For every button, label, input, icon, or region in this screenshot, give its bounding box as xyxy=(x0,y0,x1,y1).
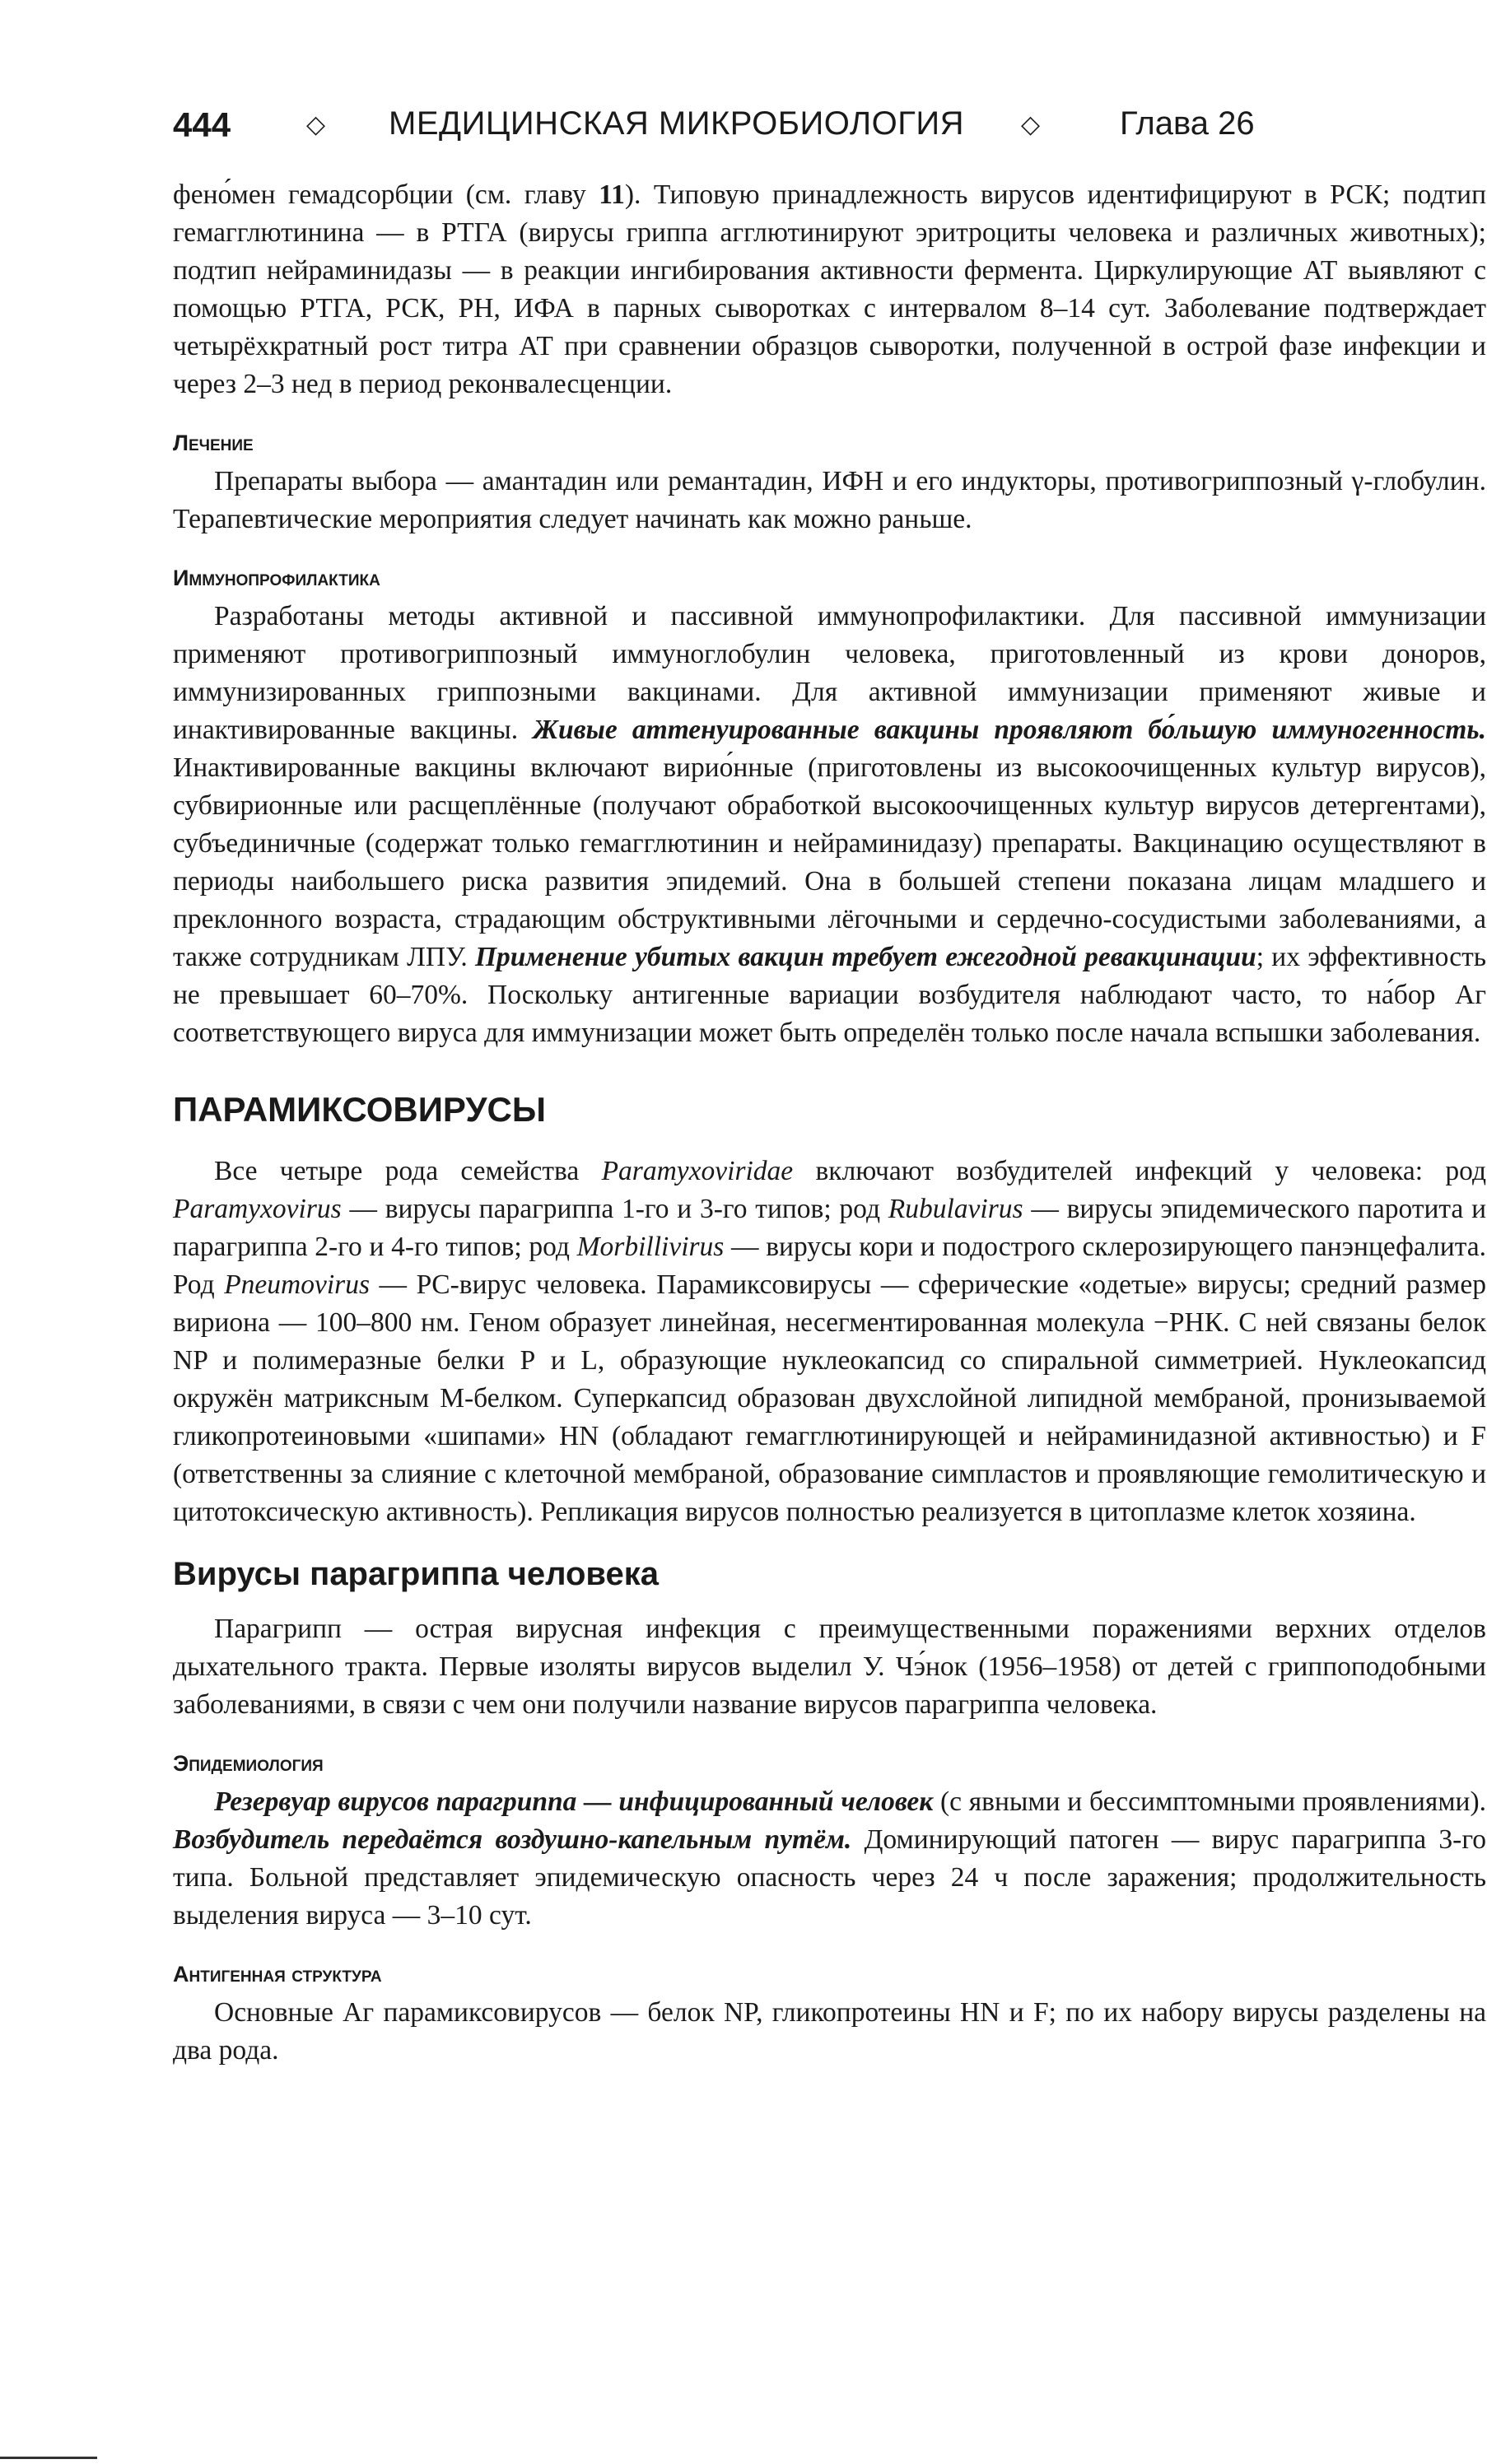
subsection-title-parainfluenza: Вирусы парагриппа человека xyxy=(173,1556,659,1592)
paragraph-treatment: Препараты выбора — амантадин или ремантадин, ИФН и его индукторы, противогриппозный γ-глобулин. Терапевтические мероприятия следует начинать как можно раньше. xyxy=(173,466,1486,534)
heading-immunoprophylaxis: Иммунопрофилактика xyxy=(173,566,380,590)
heading-treatment: Лечение xyxy=(173,431,254,455)
paragraph-antigenic-structure: Основные Аг парамиксовирусов — белок NP, гликопротеины HN и F; по их набору вирусы разделены на два рода. xyxy=(173,1997,1486,2066)
page-edge-line xyxy=(0,2457,97,2459)
paragraph-diagnostics: фено́мен гемадсорбции (см. главу 11). Типовую принадлежность вирусов идентифицируют в РСК; подтип гемагглютинина — в РТГА (вирусы гриппа агглютинируют эритроциты человека и различных животных); подтип нейраминидазы — в реакции ингибирования активности фермента. Циркулирующие АТ выявляют с помощью РТГА, РСК, РН, ИФА в парных сывоpотках с интервалом 8–14 сут. Заболевание подтверждает четырёхкратный рост титра АТ при сравнении образцов сыворотки, полученной в острой фазе инфекции и через 2–3 нед в период реконвалесценции. xyxy=(173,179,1486,399)
book-title: МЕДИЦИНСКАЯ МИКРОБИОЛОГИЯ xyxy=(389,105,965,142)
running-header xyxy=(173,105,1486,155)
diamond-icon: ◇ xyxy=(306,111,326,138)
heading-antigenic-structure: Антигенная структура xyxy=(173,1962,382,1987)
page-number: 444 xyxy=(173,105,231,144)
section-title-paramyxoviruses: ПАРАМИКСОВИРУСЫ xyxy=(173,1090,546,1129)
chapter-label: Глава 26 xyxy=(1120,105,1255,142)
diamond-icon: ◇ xyxy=(1021,111,1041,138)
paragraph-epidemiology: Резервуар вирусов парагриппа — инфицированный человек (с явными и бессимптомными проявлениями). Возбудитель передаётся воздушно-капельным путём. Доминирующий патоген — вирус парагриппа 3-го типа. Больной представляет эпидемическую опасность через 24 ч после заражения; продолжительность выделения вируса — 3–10 сут. xyxy=(173,1786,1486,1931)
paragraph-immunoprophylaxis: Разработаны методы активной и пассивной иммунопрофилактики. Для пассивной иммунизации применяют противогриппозный иммуноглобулин человека, приготовленный из крови доноров, иммунизированных гриппозными вакцинами. Для активной иммунизации применяют живые и инактивированные вакцины. Живые аттенуированные вакцины проявляют бо́льшую иммуногенность. Инактивированные вакцины включают виpио́нные (приготовлены из высокоочищенных культур вирусов), субвирионные или расщеплённые (получают обработкой высокоочищенных культур вирусов детергентами), субъединичные (содержат только гемагглютинин и нейраминидазу) препараты. Вакцинацию осуществляют в периоды наибольшего риска развития эпидемий. Она в большей степени показана лицам младшего и преклонного возраста, страдающим обструктивными лёгочными и сердечно-сосудистыми заболеваниями, а также сотрудникам ЛПУ. Применение убитых вакцин требует ежегодной ревакцинации; их эффективность не превышает 60–70%. Поскольку антигенные вариации возбудителя наблюдают часто, то на́бор Аг соответствующего вируса для иммунизации может быть определён только после начала вспышки заболевания. xyxy=(173,601,1486,1048)
page-content xyxy=(173,176,1486,2070)
heading-epidemiology: Эпидемиология xyxy=(173,1751,324,1776)
paragraph-parainfluenza: Парагрипп — острая вирусная инфекция с преимущественными поражениями верхних отделов дыхательного тракта. Первые изоляты вирусов выделил У. Чэ́нок (1956–1958) от детей с гриппоподобными заболеваниями, в связи с чем они получили название вирусов парагриппа человека. xyxy=(173,1614,1486,1720)
paragraph-paramyxoviruses: Все четыре рода семейства Paramyxoviridae включают возбудителей инфекций у человека: род Paramyxovirus — вирусы парагриппа 1-го и 3-го типов; род Rubulavirus — вирусы эпидемического паротита и парагриппа 2-го и 4-го типов; род Morbillivirus — вирусы кори и подострого склерозирующего панэнцефалита. Род Pneumovirus — PC-вирус человека. Парамиксовирусы — сферические «одетые» вирусы; средний размер вириона — 100–800 нм. Геном образует линейная, несегментированная молекула −РНК. С ней связаны белок NP и полимеразные белки Р и L, образующие нуклеокапсид со спиральной симметрией. Нуклеокапсид окружён матриксным М-белком. Суперкапсид образован двухслойной липидной мембраной, пронизываемой гликопротеиновыми «шипами» HN (обладают гемагглютинирующей и нейраминидазной активностью) и F (ответственны за слияние с клеточной мембраной, образование симпластов и проявляющие гемолитическую и цитотоксическую активность). Репликация вирусов полностью реализуется в цитоплазме клеток хозяина. xyxy=(173,1156,1486,1527)
